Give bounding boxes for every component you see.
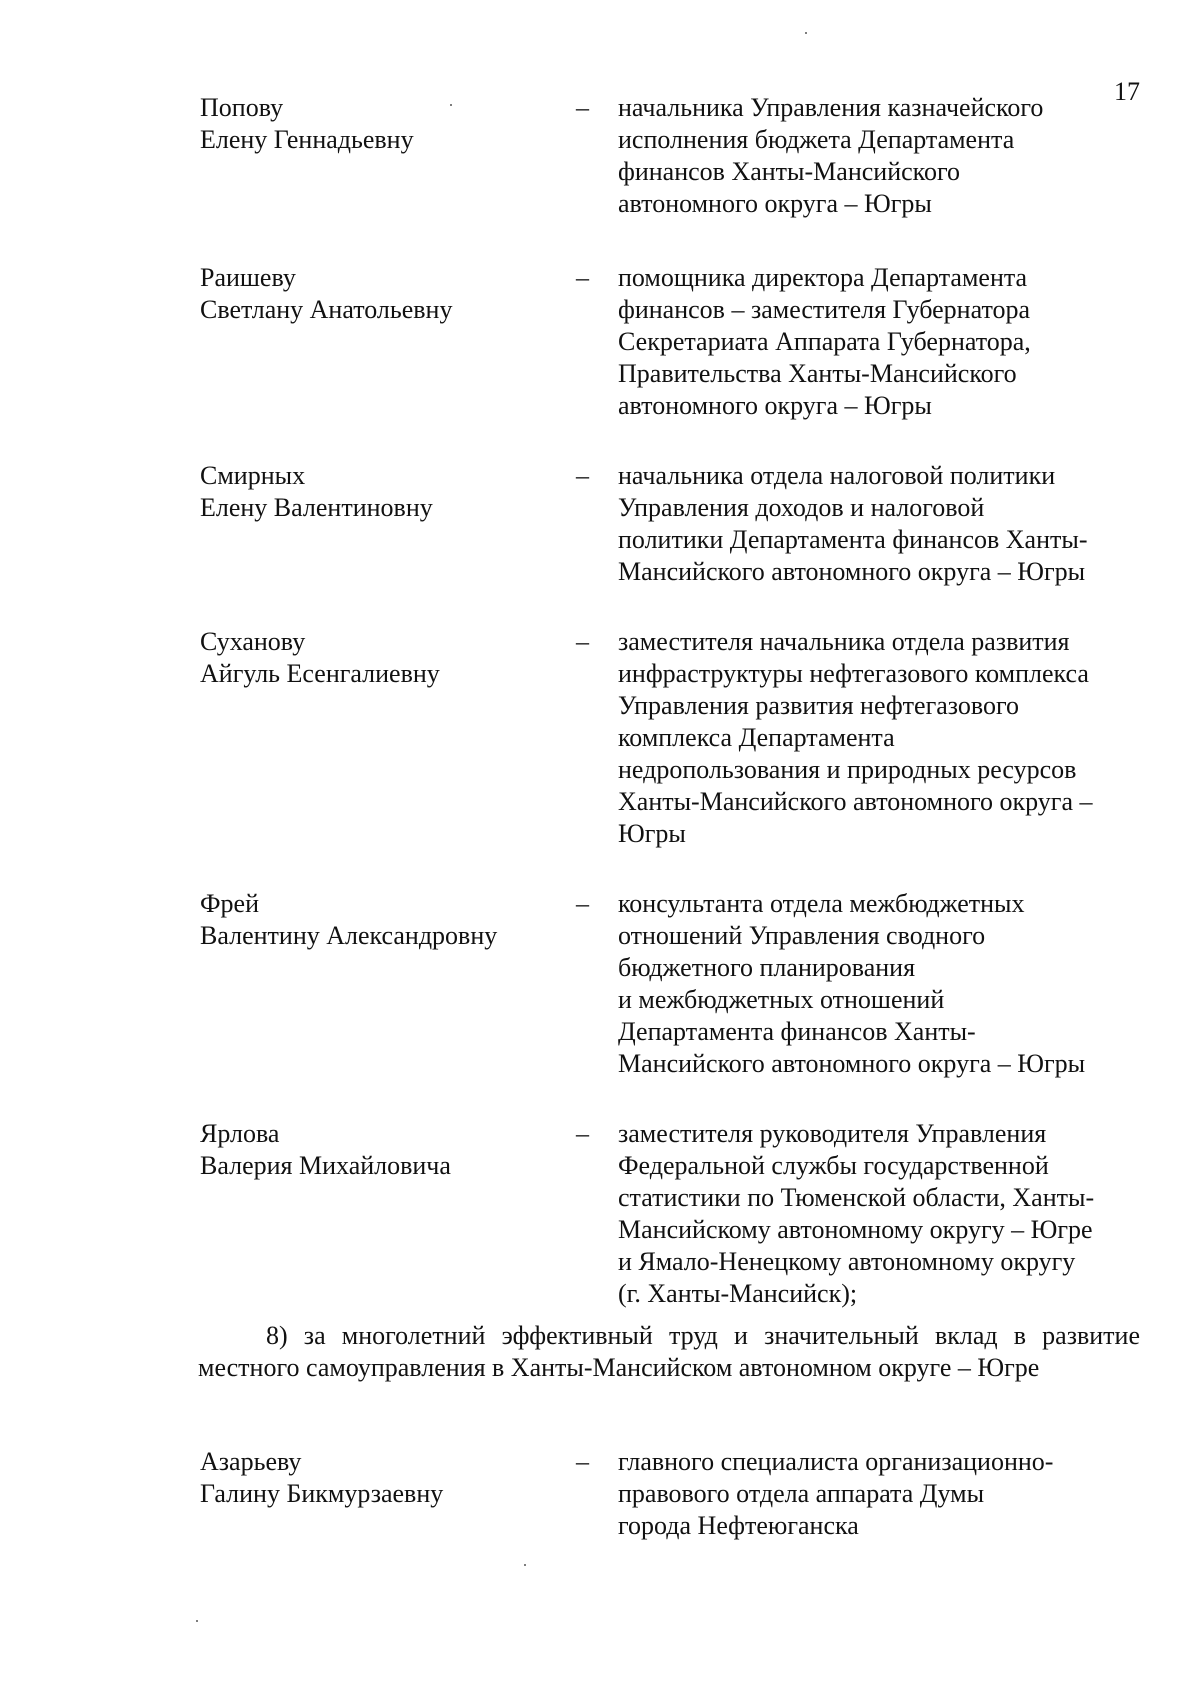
scan-speck [524,1564,526,1566]
recipient-position [618,1446,1138,1542]
position-line: Мансийского автономного округа – Югры [618,557,1086,586]
recipient-surname: Фрей [200,889,259,918]
position-line: финансов Ханты-Мансийского [618,157,960,186]
position-line: комплекса Департамента [618,723,895,752]
recipient-name [200,626,560,690]
recipient-name [200,1446,560,1510]
recipient-position [618,1118,1138,1310]
position-line: статистики по Тюменской области, Ханты- [618,1183,1095,1212]
recipient-name [200,1118,560,1182]
position-line: Мансийского автономного округа – Югры [618,1049,1086,1078]
recipient-position [618,888,1138,1080]
position-line: города Нефтеюганска [618,1511,859,1540]
position-line: отношений Управления сводного [618,921,986,950]
separator-dash: – [576,889,589,918]
position-line: финансов – заместителя Губернатора [618,295,1031,324]
position-line: и межбюджетных отношений [618,985,945,1014]
position-line: консультанта отдела межбюджетных [618,889,1025,918]
scan-speck [805,32,807,34]
separator-dash: – [576,263,589,292]
recipient-surname: Попову [200,93,284,122]
position-line: и Ямало-Ненецкому автономному округу [618,1247,1076,1276]
section-paragraph: 8) за многолетний эффективный труд и значительный вклад в развитие местного самоуправления в Ханты-Мансийском автономном округе – Югре [198,1321,1140,1382]
recipient-name [200,888,560,952]
position-line: правового отдела аппарата Думы [618,1479,985,1508]
position-line: Секретариата Аппарата Губернатора, [618,327,1031,356]
scan-speck [196,1620,198,1622]
recipient-given-name: Айгуль Есенгалиевну [200,659,440,688]
recipient-given-name: Валентину Александровну [200,921,498,950]
recipient-given-name: Елену Валентиновну [200,493,433,522]
recipient-given-name: Валерия Михайловича [200,1151,451,1180]
position-line: начальника отдела налоговой политики [618,461,1056,490]
recipient-surname: Суханову [200,627,306,656]
position-line: бюджетного планирования [618,953,916,982]
separator-dash: – [576,93,589,122]
position-line: политики Департамента финансов Ханты- [618,525,1088,554]
separator-dash: – [576,627,589,656]
position-line: (г. Ханты-Мансийск); [618,1279,858,1308]
recipient-given-name: Галину Бикмурзаевну [200,1479,444,1508]
page-number: 17 [1114,77,1140,106]
scan-speck [450,104,452,106]
position-line: Югры [618,819,686,848]
recipient-position [618,460,1138,588]
position-line: Мансийскому автономному округу – Югре [618,1215,1093,1244]
position-line: инфраструктуры нефтегазового комплекса [618,659,1089,688]
position-line: Департамента финансов Ханты- [618,1017,976,1046]
recipient-surname: Раишеву [200,263,296,292]
position-line: автономного округа – Югры [618,189,932,218]
position-line: начальника Управления казначейского [618,93,1044,122]
recipient-given-name: Светлану Анатольевну [200,295,453,324]
position-line: заместителя руководителя Управления [618,1119,1047,1148]
position-line: Федеральной службы государственной [618,1151,1049,1180]
position-line: Управления развития нефтегазового [618,691,1020,720]
position-line: помощника директора Департамента [618,263,1028,292]
recipient-surname: Азарьеву [200,1447,302,1476]
position-line: Управления доходов и налоговой [618,493,985,522]
separator-dash: – [576,461,589,490]
separator-dash: – [576,1119,589,1148]
position-line: главного специалиста организационно- [618,1447,1054,1476]
recipient-name [200,92,560,156]
recipient-surname: Ярлова [200,1119,280,1148]
recipient-name [200,460,560,524]
position-line: автономного округа – Югры [618,391,932,420]
position-line: исполнения бюджета Департамента [618,125,1015,154]
recipient-position [618,92,1138,220]
recipient-position [618,262,1138,422]
position-line: Правительства Ханты-Мансийского [618,359,1017,388]
position-line: недропользования и природных ресурсов [618,755,1077,784]
position-line: заместителя начальника отдела развития [618,627,1070,656]
position-line: Ханты-Мансийского автономного округа – [618,787,1093,816]
recipient-surname: Смирных [200,461,306,490]
recipient-position [618,626,1138,850]
separator-dash: – [576,1447,589,1476]
recipient-given-name: Елену Геннадьевну [200,125,414,154]
recipient-name [200,262,560,326]
